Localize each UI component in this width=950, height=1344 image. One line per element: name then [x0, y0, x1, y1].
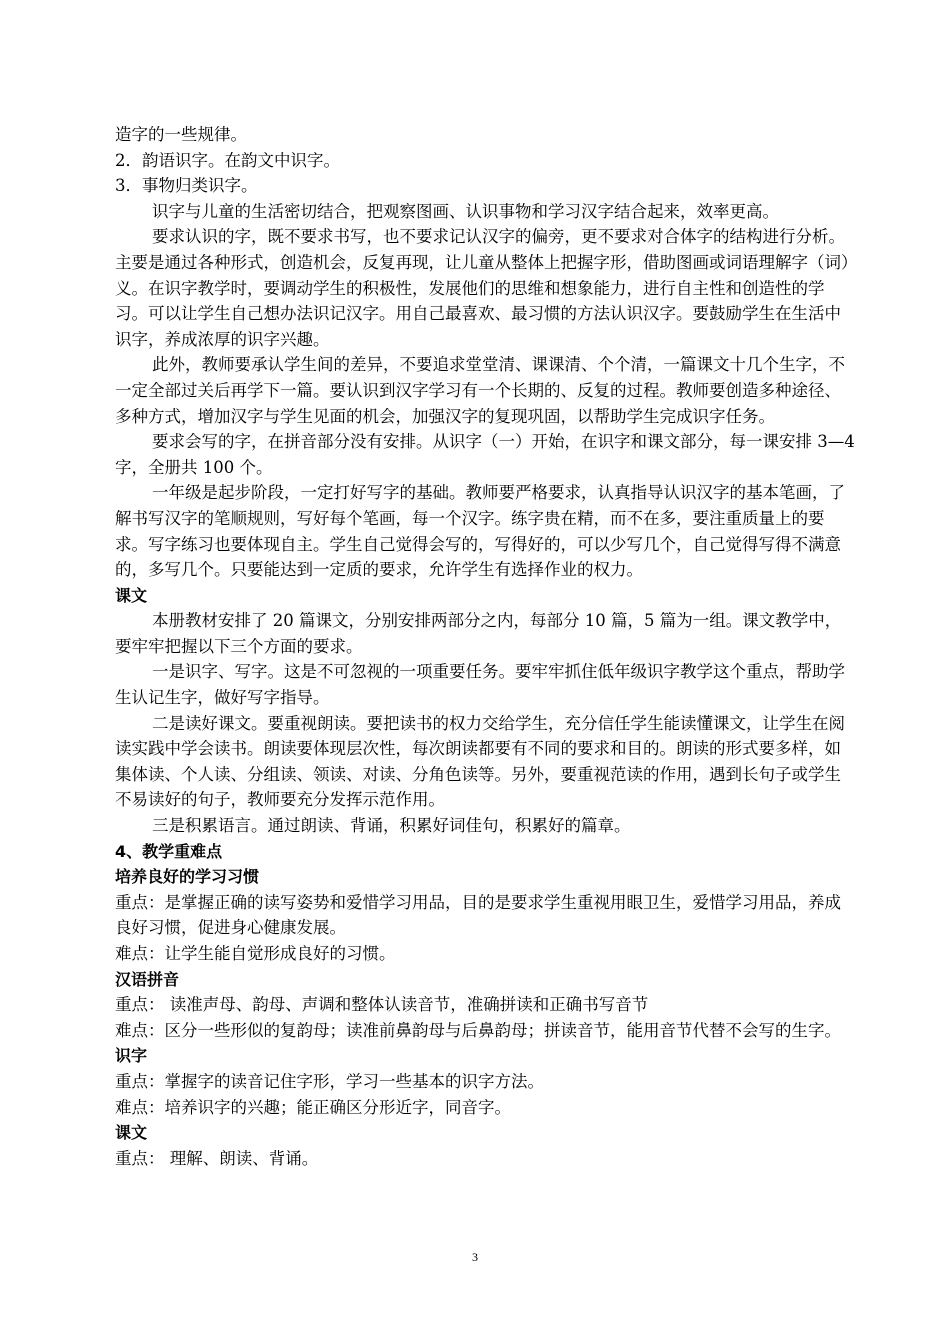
- section-heading: 课文: [115, 585, 148, 605]
- key-point-line: 重点： 读准声母、韵母、声调和整体认读音节，准确拼读和正确书写音节: [115, 995, 649, 1015]
- paragraph: 二是读好课文。要重视朗读。要把读书的权力交给学生，充分信任学生能读懂课文，让学生在阅读实践中学会读书。朗读要体现层次性，每次朗读都要有不同的要求和目的。朗读的形式要多样，如集体读、个人读、分组读、领读、对读、分角色读等。另外，要重视范读的作用，遇到长句子或学生不易读好的句子，教师要充分发挥示范作用。: [115, 713, 845, 810]
- subsection-heading: 汉语拼音: [115, 969, 180, 989]
- paragraph: 识字与儿童的生活密切结合，把观察图画、认识事物和学习汉字结合起来，效率更高。: [152, 201, 779, 221]
- difficulty-line: 难点：培养识字的兴趣；能正确区分形近字，同音字。: [115, 1097, 511, 1117]
- list-item: 3．事物归类识字。: [115, 176, 258, 196]
- key-point-line: 重点：是掌握正确的读写姿势和爱惜学习用品，目的是要求学生重视用眼卫生，爱惜学习用品，养成良好习惯，促进身心健康发展。: [115, 892, 841, 938]
- paragraph: 要求认识的字，既不要求书写，也不要求记认汉字的偏旁，更不要求对合体字的结构进行分析。主要是通过各种形式，创造机会，反复再现，让儿童从整体上把握字形，借助图画或词语理解字（词）义。在识字教学时，要调动学生的积极性，发展他们的思维和想象能力，进行自主性和创造性的学习。可以让学生自己想办法识记汉字。用自己最喜欢、最习惯的方法认识汉字。要鼓励学生在生活中识字，养成浓厚的识字兴趣。: [115, 227, 850, 349]
- subsection-heading: 课文: [115, 1123, 148, 1143]
- body-line: 造字的一些规律。: [115, 125, 247, 144]
- paragraph: 一年级是起步阶段，一定打好写字的基础。教师要严格要求，认真指导认识汉字的基本笔画，了解书写汉字的笔顺规则，写好每个笔画，每一个汉字。练字贵在精，而不在多，要注重质量上的要求。写字练习也要体现自主。学生自己觉得会写的，写得好的，可以少写几个，自己觉得写得不满意的，多写几个。只要能达到一定质的要求，允许学生有选择作业的权力。: [115, 483, 845, 580]
- paragraph: 此外，教师要承认学生间的差异，不要追求堂堂清、课课清、个个清，一篇课文十几个生字，不一定全部过关后再学下一篇。要认识到汉字学习有一个长期的、反复的过程。教师要创造多种途径、多种方式，增加汉字与学生见面的机会，加强汉字的复现巩固，以帮助学生完成识字任务。: [115, 355, 845, 426]
- paragraph: 三是积累语言。通过朗读、背诵，积累好词佳句，积累好的篇章。: [152, 816, 631, 836]
- subsection-heading: 培养良好的学习习惯: [115, 867, 260, 887]
- difficulty-line: 难点：区分一些形似的复韵母；读准前鼻韵母与后鼻韵母；拼读音节，能用音节代替不会写的生字。: [115, 1020, 841, 1040]
- page-number: 3: [472, 1250, 478, 1264]
- section-heading: 4、教学重难点: [115, 841, 223, 861]
- paragraph: 要求会写的字，在拼音部分没有安排。从识字（一）开始，在识字和课文部分，每一课安排 3—4 字，全册共 100 个。: [115, 432, 855, 477]
- subsection-heading: 识字: [115, 1046, 148, 1066]
- paragraph: 一是识字、写字。这是不可忽视的一项重要任务。要牢牢抓住低年级识字教学这个重点，帮助学生认记生字，做好写字指导。: [115, 662, 845, 708]
- difficulty-line: 难点：让学生能自觉形成良好的习惯。: [115, 944, 396, 963]
- document-body: [115, 122, 855, 1171]
- paragraph: 本册教材安排了 20 篇课文，分别安排两部分之内，每部分 10 篇，5 篇为一组。课文教学中，要牢牢把握以下三个方面的要求。: [115, 611, 842, 656]
- list-item: 2．韵语识字。在韵文中识字。: [115, 150, 340, 170]
- key-point-line: 重点：掌握字的读音记住字形，学习一些基本的识字方法。: [115, 1071, 544, 1091]
- key-point-line: 重点： 理解、朗读、背诵。: [115, 1148, 319, 1168]
